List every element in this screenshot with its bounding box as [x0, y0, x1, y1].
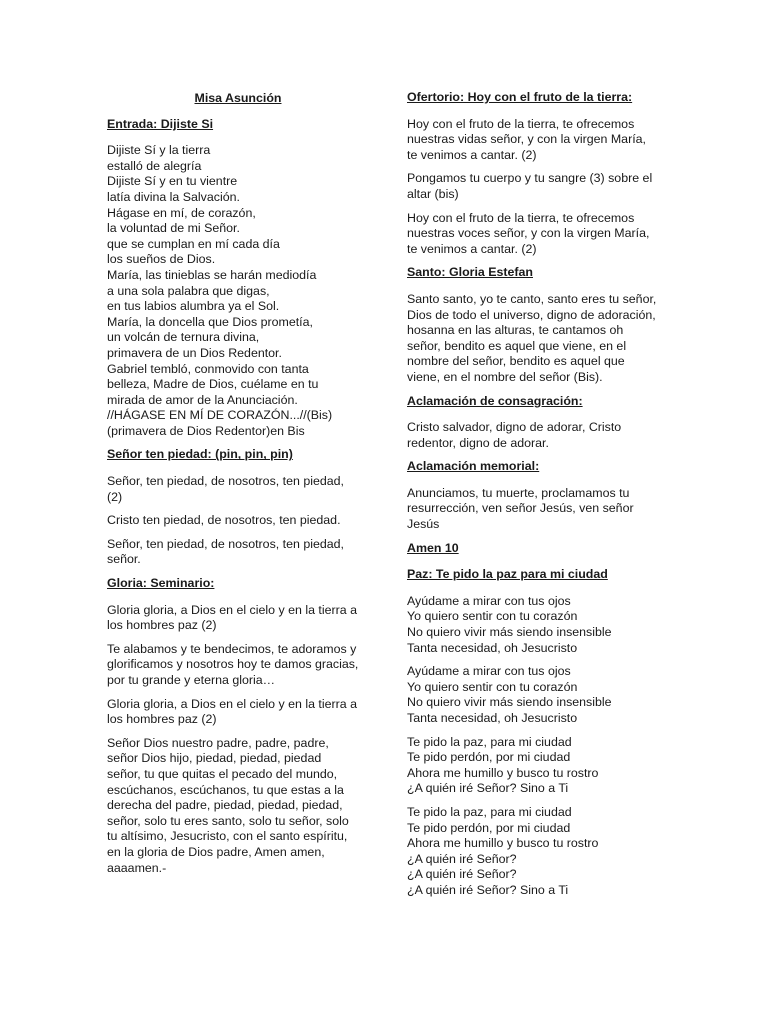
section-heading: Aclamación memorial:	[407, 459, 540, 474]
lyrics-paragraph	[407, 171, 669, 202]
lyric-line: la voluntad de mi Señor.	[107, 221, 240, 236]
lyrics-paragraph	[107, 537, 369, 568]
lyric-line: belleza, Madre de Dios, cuélame en tu	[107, 377, 319, 392]
lyric-line: escúchanos, escúchanos, tu que estas a la	[107, 782, 344, 797]
lyric-line: Dijiste Sí y la tierra	[107, 143, 211, 158]
lyric-line: Dijiste Sí y en tu vientre	[107, 174, 238, 189]
song-section	[407, 394, 669, 452]
lyric-line: nuestras vidas señor, y con la virgen María,	[407, 132, 646, 147]
song-section	[407, 567, 669, 898]
lyrics-paragraph	[407, 805, 669, 899]
lyric-line: tu altísimo, Jesucristo, con el santo espíritu,	[107, 829, 348, 844]
lyric-line: señor, bendito es aquel que viene, en el	[407, 338, 627, 353]
lyric-line: nombre del señor, bendito es aquel que	[407, 354, 625, 369]
lyric-line: resurrección, ven señor Jesús, ven señor	[407, 501, 634, 516]
lyric-line: Hágase en mí, de corazón,	[107, 205, 256, 220]
lyric-line: derecha del padre, piedad, piedad, piedad,	[107, 798, 343, 813]
lyric-line: Yo quiero sentir con tu corazón	[407, 609, 578, 624]
lyric-line: Pongamos tu cuerpo y tu sangre (3) sobre el	[407, 171, 653, 186]
lyrics-paragraph	[407, 735, 669, 797]
lyric-line: señor Dios hijo, piedad, piedad, piedad	[107, 751, 322, 766]
lyrics-paragraph	[407, 211, 669, 258]
lyric-line: Tanta necesidad, oh Jesucristo	[407, 711, 578, 725]
lyric-line: en la gloria de Dios padre, Amen amen,	[107, 844, 325, 859]
lyric-line: Dios de todo el universo, digno de adoración,	[407, 307, 656, 322]
lyric-line: altar (bis)	[407, 186, 459, 201]
lyric-line: Gloria gloria, a Dios en el cielo y en la tierra a	[107, 696, 357, 711]
lyric-line: los hombres paz (2)	[107, 618, 217, 633]
lyric-line: ¿A quién iré Señor? Sino a Ti	[407, 781, 569, 796]
lyrics-paragraph	[107, 697, 369, 728]
document-title: Misa Asunción	[194, 91, 282, 105]
lyric-line: María, la doncella que Dios prometía,	[107, 314, 313, 329]
right-sections	[407, 90, 669, 899]
lyric-line: Ahora me humillo y busco tu rostro	[407, 765, 599, 780]
lyrics-paragraph	[107, 143, 369, 439]
lyrics-paragraph	[407, 420, 669, 451]
lyric-line: María, las tinieblas se harán mediodía	[107, 267, 317, 282]
song-section	[407, 541, 669, 557]
lyrics-paragraph	[107, 513, 369, 529]
lyric-line: glorificamos y nosotros hoy te damos gracias,	[107, 657, 359, 672]
lyric-line: Ayúdame a mirar con tus ojos	[407, 593, 571, 608]
song-section	[407, 265, 669, 385]
lyric-line: estalló de alegría	[107, 158, 202, 173]
song-section	[107, 447, 369, 568]
section-heading: Entrada: Dijiste Si	[107, 116, 214, 131]
song-section	[107, 117, 369, 440]
song-section	[407, 90, 669, 257]
lyric-line: (primavera de Dios Redentor)en Bis	[107, 423, 305, 438]
lyric-line: aaaamen.-	[107, 860, 167, 875]
lyric-line: Ayúdame a mirar con tus ojos	[407, 664, 571, 679]
lyric-line: No quiero vivir más siendo insensible	[407, 625, 612, 640]
song-section	[407, 459, 669, 532]
lyrics-paragraph	[107, 474, 369, 505]
lyric-line: Anunciamos, tu muerte, proclamamos tu	[407, 485, 630, 500]
lyric-line: //HÁGASE EN MÍ DE CORAZÓN...//(Bis)	[107, 408, 333, 423]
lyrics-paragraph	[107, 603, 369, 634]
lyric-line: que se cumplan en mí cada día	[107, 236, 280, 251]
section-heading: Aclamación de consagración:	[407, 393, 583, 408]
section-heading: Gloria: Seminario:	[107, 576, 215, 591]
lyric-line: a una sola palabra que digas,	[107, 283, 270, 298]
lyrics-paragraph	[107, 642, 369, 689]
section-heading: Señor ten piedad: (pin, pin, pin)	[107, 447, 293, 462]
lyric-line: los sueños de Dios.	[107, 252, 216, 267]
lyrics-paragraph	[407, 117, 669, 164]
lyrics-paragraph	[407, 292, 669, 386]
lyric-line: ¿A quién iré Señor?	[407, 867, 517, 882]
lyric-line: Gabriel tembló, conmovido con tanta	[107, 361, 309, 376]
section-heading: Santo: Gloria Estefan	[407, 265, 533, 280]
lyric-line: los hombres paz (2)	[107, 712, 217, 727]
lyric-line: Señor, ten piedad, de nosotros, ten piedad,	[107, 536, 344, 551]
lyric-line: Tanta necesidad, oh Jesucristo	[407, 640, 578, 655]
lyric-line: mirada de amor de la Anunciación.	[107, 392, 298, 407]
lyric-line: Te alabamos y te bendecimos, te adoramos y	[107, 641, 357, 656]
lyric-line: Hoy con el fruto de la tierra, te ofrecemos	[407, 210, 635, 225]
lyric-line: señor.	[107, 552, 141, 567]
lyric-line: hosanna en las alturas, te cantamos oh	[407, 323, 624, 338]
lyrics-paragraph	[407, 664, 669, 726]
lyric-line: te venimos a cantar. (2)	[407, 241, 537, 256]
lyric-line: Yo quiero sentir con tu corazón	[407, 679, 578, 694]
lyric-line: Santo santo, yo te canto, santo eres tu señor,	[407, 291, 657, 306]
lyric-line: te venimos a cantar. (2)	[407, 147, 537, 162]
lyric-line: Hoy con el fruto de la tierra, te ofrecemos	[407, 116, 635, 131]
lyric-line: señor, tu que quitas el pecado del mundo,	[107, 766, 338, 781]
lyric-line: (2)	[107, 489, 123, 504]
section-heading: Paz: Te pido la paz para mi ciudad	[407, 567, 608, 582]
lyric-line: ¿A quién iré Señor?	[407, 851, 517, 866]
lyric-line: Cristo salvador, digno de adorar, Cristo	[407, 420, 622, 435]
section-heading: Amen 10	[407, 540, 459, 555]
lyric-line: Jesús	[407, 517, 440, 532]
lyric-line: nuestras voces señor, y con la virgen María,	[407, 226, 650, 241]
lyric-line: un volcán de ternura divina,	[107, 330, 260, 345]
lyric-line: Te pido perdón, por mi ciudad	[407, 750, 571, 765]
left-column	[107, 90, 369, 884]
song-section	[107, 576, 369, 876]
lyric-line: latía divina la Salvación.	[107, 189, 240, 204]
lyrics-paragraph	[407, 594, 669, 656]
lyric-line: Te pido la paz, para mi ciudad	[407, 734, 572, 749]
lyric-line: señor, solo tu eres santo, solo tu señor, solo	[107, 813, 349, 828]
lyric-line: Cristo ten piedad, de nosotros, ten piedad.	[107, 513, 341, 528]
lyric-line: primavera de un Dios Redentor.	[107, 345, 282, 360]
lyrics-paragraph	[407, 486, 669, 533]
lyric-line: Señor Dios nuestro padre, padre, padre,	[107, 735, 329, 750]
lyric-line: No quiero vivir más siendo insensible	[407, 695, 612, 710]
right-column	[407, 90, 669, 907]
lyric-line: ¿A quién iré Señor? Sino a Ti	[407, 882, 569, 897]
section-heading: Ofertorio: Hoy con el fruto de la tierra:	[407, 90, 633, 104]
lyrics-paragraph	[107, 736, 369, 876]
lyric-line: Señor, ten piedad, de nosotros, ten piedad,	[107, 474, 344, 489]
left-sections	[107, 117, 369, 877]
lyric-line: Gloria gloria, a Dios en el cielo y en la tierra a	[107, 602, 357, 617]
lyric-line: Te pido la paz, para mi ciudad	[407, 804, 572, 819]
lyric-line: Ahora me humillo y busco tu rostro	[407, 836, 599, 851]
lyric-line: viene, en el nombre del señor (Bis).	[407, 369, 603, 384]
lyric-line: redentor, digno de adorar.	[407, 435, 549, 450]
lyric-line: en tus labios alumbra ya el Sol.	[107, 299, 280, 314]
lyric-line: Te pido perdón, por mi ciudad	[407, 820, 571, 835]
lyric-line: por tu grande y eterna gloria…	[107, 673, 276, 687]
